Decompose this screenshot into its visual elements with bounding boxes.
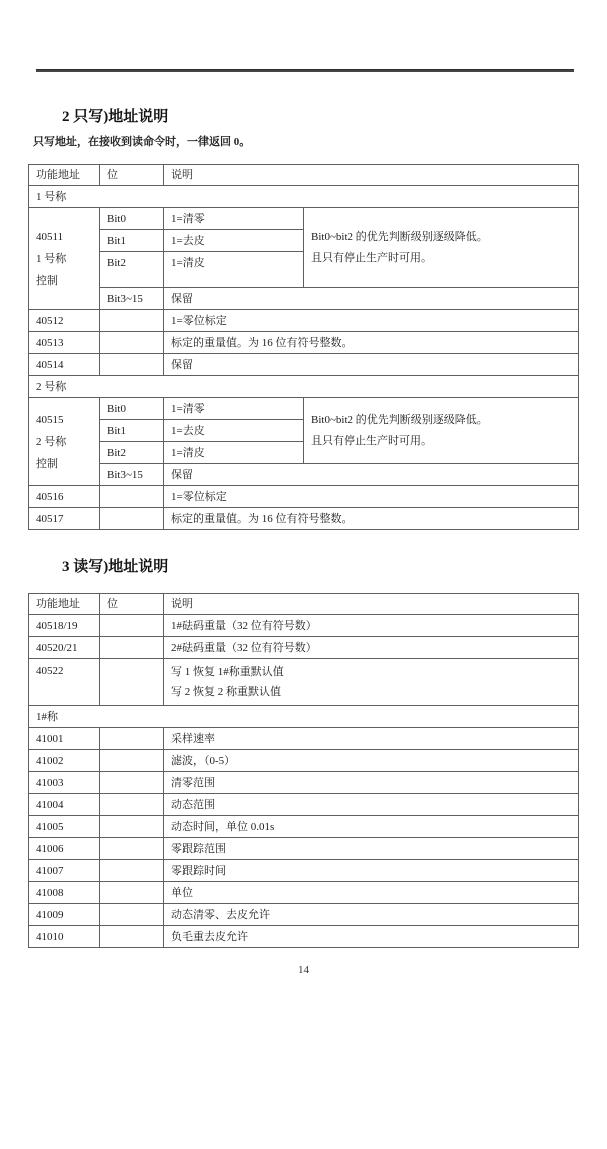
desc-line1: 写 1 恢复 1#称重默认值: [171, 666, 284, 678]
desc-cell: 1=清零: [164, 398, 304, 420]
bit-cell: Bit3~15: [100, 288, 164, 310]
write-only-address-table: [28, 164, 579, 530]
desc-cell: 单位: [164, 882, 579, 904]
desc-cell: 1=清零: [164, 208, 304, 230]
bit-cell-empty: [100, 904, 164, 926]
header-address: 功能地址: [29, 594, 100, 615]
desc-cell: 采样速率: [164, 728, 579, 750]
table-row: [29, 288, 579, 310]
table-row: [29, 838, 579, 860]
bit-cell-empty: [100, 838, 164, 860]
bit-cell-empty: [100, 637, 164, 659]
desc-cell: 1#砝码重量（32 位有符号数）: [164, 615, 579, 637]
desc-line2: 写 2 恢复 2 称重默认值: [171, 686, 281, 698]
address-cell: [29, 208, 100, 310]
page-number: 14: [298, 964, 309, 976]
address-cell: 41001: [29, 728, 100, 750]
table-row: [29, 728, 579, 750]
table-row: [29, 659, 579, 706]
table-row: [29, 615, 579, 637]
table-row: [29, 354, 579, 376]
table-row: [29, 398, 579, 420]
bit-cell: Bit0: [100, 398, 164, 420]
address-cell: 40514: [29, 354, 100, 376]
address-number: 40511: [36, 230, 64, 243]
desc-cell: 1=清皮: [164, 252, 304, 288]
address-cell: [29, 398, 100, 486]
bit-cell-empty: [100, 486, 164, 508]
desc-cell: 标定的重量值。为 16 位有符号整数。: [164, 332, 579, 354]
bit-cell-empty: [100, 354, 164, 376]
group-title-row: [29, 376, 579, 398]
bit-cell-empty: [100, 816, 164, 838]
bit-cell-empty: [100, 772, 164, 794]
address-cell: 41003: [29, 772, 100, 794]
bit-cell: Bit3~15: [100, 464, 164, 486]
scale1-group-title: 1#称: [29, 706, 579, 728]
desc-cell: 清零范围: [164, 772, 579, 794]
group1-title: 1 号称: [29, 186, 579, 208]
table-header-row: [29, 165, 579, 186]
address-cell: 40522: [29, 659, 100, 706]
note-line2: 且只有停止生产时可用。: [311, 251, 432, 264]
note-line1: Bit0~bit2 的优先判断级别逐级降低。: [311, 230, 488, 243]
bit-cell-empty: [100, 926, 164, 948]
address-cell: 40516: [29, 486, 100, 508]
group-title-row: [29, 706, 579, 728]
address-cell: 41009: [29, 904, 100, 926]
desc-cell: 动态范围: [164, 794, 579, 816]
header-bit: 位: [100, 165, 164, 186]
desc-cell: 滤波，（0-5）: [164, 750, 579, 772]
address-cell: 40518/19: [29, 615, 100, 637]
note-line2: 且只有停止生产时可用。: [311, 434, 432, 447]
address-label2: 控制: [36, 274, 58, 287]
bit-cell-empty: [100, 882, 164, 904]
address-label: 1 号称: [36, 252, 67, 265]
header-desc: 说明: [164, 165, 579, 186]
desc-cell: 保留: [164, 288, 579, 310]
table-row: [29, 926, 579, 948]
bit-cell: Bit0: [100, 208, 164, 230]
address-label2: 控制: [36, 457, 58, 470]
note-line1: Bit0~bit2 的优先判断级别逐级降低。: [311, 413, 488, 426]
header-rule: [36, 69, 574, 72]
table-row: [29, 882, 579, 904]
table-row: [29, 772, 579, 794]
section-3-heading: 3 读写)地址说明: [62, 559, 169, 575]
desc-cell: 1=去皮: [164, 420, 304, 442]
desc-cell: 2#砝码重量（32 位有符号数）: [164, 637, 579, 659]
desc-cell: 1=零位标定: [164, 486, 579, 508]
group-title-row: [29, 186, 579, 208]
section-2-heading: 2 只写)地址说明: [62, 109, 169, 125]
bit-cell: Bit2: [100, 252, 164, 288]
address-cell: 41008: [29, 882, 100, 904]
bit-cell-empty: [100, 728, 164, 750]
table-row: [29, 508, 579, 530]
bit-cell: Bit1: [100, 230, 164, 252]
header-bit: 位: [100, 594, 164, 615]
header-address: 功能地址: [29, 165, 100, 186]
section-2-intro: 只写地址，在接收到读命令时，一律返回 0。: [33, 136, 251, 148]
desc-cell: 零跟踪范围: [164, 838, 579, 860]
table-row: [29, 332, 579, 354]
address-cell: 41004: [29, 794, 100, 816]
bit-cell-empty: [100, 332, 164, 354]
table-row: [29, 904, 579, 926]
address-cell: 41002: [29, 750, 100, 772]
address-cell: 41010: [29, 926, 100, 948]
table-row: [29, 464, 579, 486]
desc-cell: 保留: [164, 464, 579, 486]
table-row: [29, 794, 579, 816]
desc-cell: 1=清皮: [164, 442, 304, 464]
bit-cell-empty: [100, 750, 164, 772]
read-write-address-table: [28, 593, 579, 948]
desc-cell: 负毛重去皮允许: [164, 926, 579, 948]
address-cell: 40517: [29, 508, 100, 530]
bit-cell-empty: [100, 860, 164, 882]
address-cell: 40513: [29, 332, 100, 354]
desc-cell: 零跟踪时间: [164, 860, 579, 882]
table-row: [29, 310, 579, 332]
table-row: [29, 208, 579, 230]
desc-cell: 动态时间，单位 0.01s: [164, 816, 579, 838]
address-label: 2 号称: [36, 435, 67, 448]
desc-cell: [164, 659, 579, 706]
bit-cell-empty: [100, 794, 164, 816]
address-cell: 40512: [29, 310, 100, 332]
desc-cell: 1=零位标定: [164, 310, 579, 332]
address-cell: 40520/21: [29, 637, 100, 659]
table-row: [29, 486, 579, 508]
address-cell: 41005: [29, 816, 100, 838]
bit-cell-empty: [100, 659, 164, 706]
address-number: 40515: [36, 413, 64, 426]
note-cell: [304, 398, 579, 464]
table-row: [29, 816, 579, 838]
desc-cell: 1=去皮: [164, 230, 304, 252]
bit-cell: Bit1: [100, 420, 164, 442]
desc-cell: 保留: [164, 354, 579, 376]
table-header-row: [29, 594, 579, 615]
desc-cell: 标定的重量值。为 16 位有符号整数。: [164, 508, 579, 530]
bit-cell-empty: [100, 310, 164, 332]
group2-title: 2 号称: [29, 376, 579, 398]
bit-cell-empty: [100, 615, 164, 637]
table-row: [29, 750, 579, 772]
bit-cell-empty: [100, 508, 164, 530]
table-row: [29, 860, 579, 882]
note-cell: [304, 208, 579, 288]
bit-cell: Bit2: [100, 442, 164, 464]
doc-page: [0, 69, 607, 1149]
table-row: [29, 637, 579, 659]
address-cell: 41006: [29, 838, 100, 860]
address-cell: 41007: [29, 860, 100, 882]
header-desc: 说明: [164, 594, 579, 615]
desc-cell: 动态清零、去皮允许: [164, 904, 579, 926]
